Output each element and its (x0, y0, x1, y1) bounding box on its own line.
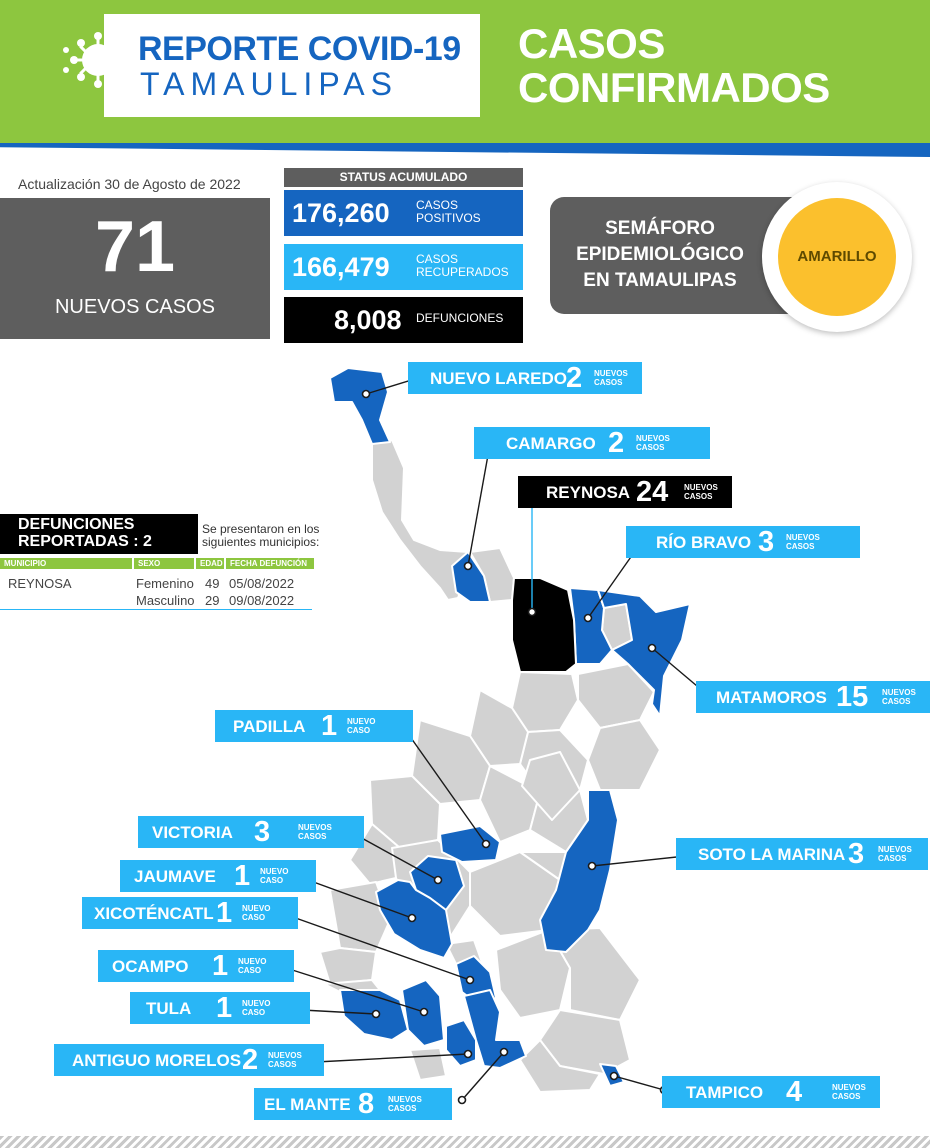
label-sub (268, 1051, 302, 1069)
dot-ocampo-map (421, 1009, 428, 1016)
label-sub2: CASO (260, 876, 284, 885)
label-sub1: NUEVOS (268, 1051, 302, 1060)
label-tula (130, 992, 310, 1024)
label-sub1: NUEVOS (832, 1083, 866, 1092)
deaths-value: 8,008 (334, 305, 402, 335)
label-name: VICTORIA (152, 823, 233, 842)
label-name: EL MANTE (264, 1095, 351, 1114)
dot-camargo-map (465, 563, 472, 570)
label-sub1: NUEVO (347, 717, 376, 726)
label-sub1: NUEVO (242, 999, 271, 1008)
label-count: 1 (216, 992, 233, 1024)
label-sub2: CASO (238, 966, 262, 975)
death-row2-edad: 29 (205, 593, 220, 608)
label-el-mante (254, 1088, 452, 1120)
map-region-bustamante (320, 948, 376, 984)
label-sub (388, 1095, 422, 1113)
label-sub (238, 957, 266, 975)
dot-tampico-map (611, 1073, 618, 1080)
col-edad: EDAD (196, 558, 224, 569)
label-sub (786, 533, 820, 551)
label-sub (594, 369, 628, 387)
label-sub2: CASOS (268, 1060, 297, 1069)
label-name: XICOTÉNCATL (94, 904, 214, 923)
label-name: ANTIGUO MORELOS (72, 1051, 242, 1070)
label-camargo (474, 427, 710, 459)
label-sub1: NUEVO (242, 904, 271, 913)
label-name: PADILLA (233, 717, 306, 736)
label-victoria (138, 816, 364, 848)
recovered-cases-value: 166,479 (292, 252, 390, 282)
label-sub (832, 1083, 866, 1101)
label-sub2: CASOS (882, 697, 911, 706)
deaths-table-divider (0, 609, 312, 610)
label-sub (882, 688, 916, 706)
label-jaumave (120, 860, 316, 892)
label-sub2: CASO (242, 1008, 266, 1017)
label-count: 3 (758, 526, 775, 558)
label-count: 24 (636, 476, 669, 508)
dot-reynosa-map (529, 609, 536, 616)
label-sub (636, 434, 670, 452)
label-sub (684, 483, 718, 501)
logo-subtitle: TAMAULIPAS (140, 66, 398, 102)
label-name: RÍO BRAVO (656, 533, 752, 552)
label-name: OCAMPO (112, 957, 189, 976)
deaths-note (202, 523, 319, 549)
label-count: 2 (608, 427, 625, 459)
label-name: NUEVO LAREDO (430, 369, 567, 388)
dot-matamoros-map (649, 645, 656, 652)
death-municipio: REYNOSA (8, 576, 72, 591)
positive-label-line2: POSITIVOS (416, 211, 481, 225)
label-count: 3 (254, 816, 271, 848)
col-fecha: FECHA DEFUNCIÓN (226, 558, 314, 569)
map-nuevo-laredo (330, 368, 390, 444)
label-sub1: NUEVO (238, 957, 267, 966)
recovered-label-line2: RECUPERADOS (416, 265, 509, 279)
label-sub1: NUEVOS (786, 533, 820, 542)
label-nuevo-laredo (408, 362, 642, 394)
label-name: REYNOSA (546, 483, 631, 502)
map-padilla (440, 826, 500, 862)
map-reynosa (512, 578, 576, 672)
dot-xicotencatl-map (467, 977, 474, 984)
positive-cases-value: 176,260 (292, 198, 390, 228)
death-row2-fecha: 09/08/2022 (229, 593, 295, 608)
map-region-nuevo-morelos (410, 1048, 446, 1080)
label-antiguo-morelos (54, 1044, 324, 1076)
death-row2-sexo: Masculino (136, 593, 195, 608)
deaths-reported-line1: DEFUNCIONES (18, 516, 135, 533)
dot-nuevo-laredo-map (363, 391, 370, 398)
map-region-san-fernando (588, 720, 660, 790)
logo-title: REPORTE COVID-19 (138, 30, 461, 68)
label-sub2: CASOS (832, 1092, 861, 1101)
label-ocampo (98, 950, 294, 982)
new-cases-label: NUEVOS CASOS (54, 296, 216, 318)
dot-el-mante-map (501, 1049, 508, 1056)
semaforo-level: AMARILLO (797, 248, 877, 265)
label-sub (878, 845, 912, 863)
leader-line-antiguo-morelos (316, 1054, 468, 1062)
label-count: 1 (234, 860, 251, 892)
label-sub1: NUEVO (260, 867, 289, 876)
label-sub1: NUEVOS (298, 823, 332, 832)
status-header: STATUS ACUMULADO (284, 168, 523, 187)
label-sub (347, 717, 375, 735)
label-count: 1 (216, 897, 233, 929)
label-sub (298, 823, 332, 841)
deaths-reported-title (18, 516, 152, 550)
label-count: 15 (836, 681, 869, 713)
label-count: 1 (212, 950, 229, 982)
deaths-note-line1: Se presentaron en los (202, 522, 320, 536)
positive-label-line1: CASOS (416, 198, 459, 212)
label-count: 8 (358, 1088, 375, 1120)
label-xicotencatl (82, 897, 298, 929)
label-sub (242, 904, 270, 922)
label-sub2: CASOS (786, 542, 815, 551)
bottom-pattern-bar (0, 1136, 930, 1148)
label-tampico (662, 1076, 880, 1108)
page-title-line2: CONFIRMADOS (518, 64, 830, 111)
dot-padilla-map (483, 841, 490, 848)
label-name: JAUMAVE (134, 867, 216, 886)
semaforo-line3: EN TAMAULIPAS (583, 270, 737, 291)
label-count: 2 (242, 1044, 259, 1076)
label-padilla (215, 710, 413, 742)
label-name: TULA (146, 999, 192, 1018)
label-sub1: NUEVOS (882, 688, 916, 697)
label-name: SOTO LA MARINA (698, 845, 846, 864)
page-title-line1: CASOS (518, 20, 665, 67)
label-sub2: CASOS (388, 1104, 417, 1113)
label-sub1: NUEVOS (636, 434, 670, 443)
recovered-label-line1: CASOS (416, 252, 459, 266)
label-rio-bravo (626, 526, 860, 558)
update-date: 30 de Agosto de 2022 (104, 176, 241, 192)
label-sub2: CASOS (298, 832, 327, 841)
label-sub2: CASOS (594, 378, 623, 387)
dot-victoria-map (435, 877, 442, 884)
label-sub2: CASO (347, 726, 371, 735)
dot-tula-map (373, 1011, 380, 1018)
label-soto-la-marina (676, 838, 928, 870)
dot-antiguo-morelos-map (465, 1051, 472, 1058)
deaths-note-line2: siguientes municipios: (202, 535, 320, 549)
label-count: 2 (566, 362, 583, 394)
semaforo-line2: EPIDEMIOLÓGICO (576, 244, 744, 265)
update-label: Actualización (18, 176, 101, 192)
semaforo-line1: SEMÁFORO (605, 218, 715, 239)
dot-rio-bravo-map (585, 615, 592, 622)
label-sub2: CASOS (878, 854, 907, 863)
label-sub2: CASOS (636, 443, 665, 452)
death-row1-sexo: Femenino (136, 576, 194, 591)
label-sub2: CASO (242, 913, 266, 922)
leader-line-camargo (468, 444, 490, 566)
deaths-label: DEFUNCIONES (416, 311, 504, 325)
dot-el-mante-label (459, 1097, 466, 1104)
dot-jaumave-map (409, 915, 416, 922)
label-sub (242, 999, 270, 1017)
label-matamoros (696, 681, 930, 713)
label-sub1: NUEVOS (878, 845, 912, 854)
label-name: CAMARGO (506, 434, 596, 453)
label-sub (260, 867, 288, 885)
col-municipio: MUNICIPIO (0, 558, 132, 569)
label-sub1: NUEVOS (684, 483, 718, 492)
label-count: 3 (848, 838, 865, 870)
label-count: 4 (786, 1076, 803, 1108)
label-count: 1 (321, 710, 338, 742)
new-cases-value: 71 (94, 207, 176, 287)
dot-soto-la-marina-map (589, 863, 596, 870)
label-reynosa (518, 476, 732, 508)
label-name: TAMPICO (686, 1083, 764, 1102)
label-sub1: NUEVOS (388, 1095, 422, 1104)
death-row1-edad: 49 (205, 576, 220, 591)
label-name: MATAMOROS (716, 688, 827, 707)
death-row1-fecha: 05/08/2022 (229, 576, 295, 591)
label-sub1: NUEVOS (594, 369, 628, 378)
label-sub2: CASOS (684, 492, 713, 501)
deaths-reported-line2: REPORTADAS : 2 (18, 533, 152, 550)
col-sexo: SEXO (134, 558, 194, 569)
